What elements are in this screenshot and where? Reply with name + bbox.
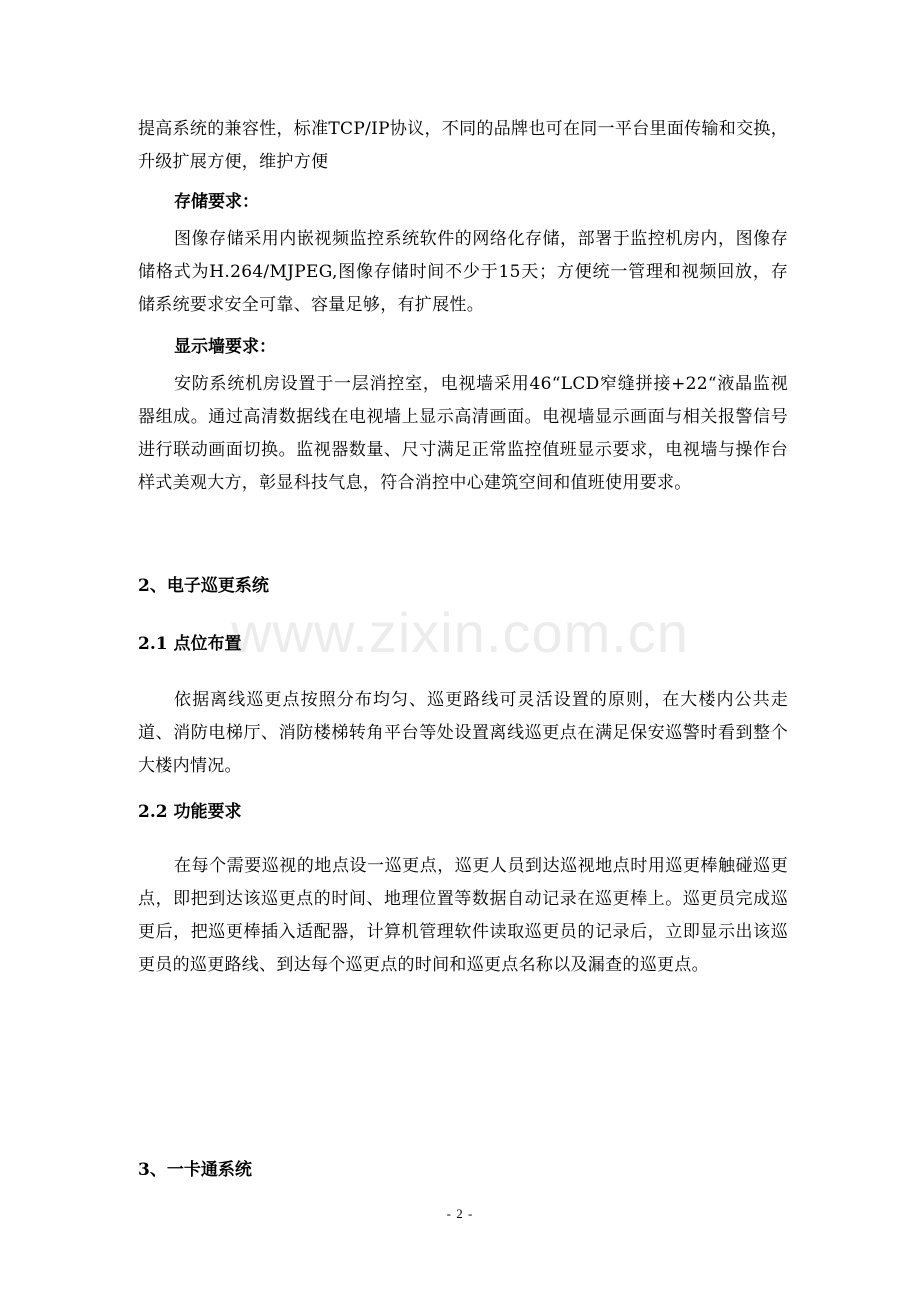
storage-requirements-heading: 存储要求：	[174, 192, 259, 212]
paragraph-display-wall: 安防系统机房设置于一层消控室，电视墙采用46“LCD窄缝拼接+22“液晶监视器组成。通过高清数据线在电视墙上显示高清画面。电视墙显示画面与相关报警信号进行联动画面切换。监视器数量、尺寸满足正常监控值班显示要求，电视墙与操作台样式美观大方，彰显科技气息，符合消控中心建筑空间和值班使用要求。	[138, 374, 788, 493]
display-wall-heading: 显示墙要求：	[174, 337, 276, 357]
watermark: www.zixin.com.cn	[231, 601, 689, 664]
paragraph-storage: 图像存储采用内嵌视频监控系统软件的网络化存储，部署于监控机房内，图像存储格式为H.264/MJPEG,图像存储时间不少于15天；方便统一管理和视频回放，存储系统要求安全可靠、容量足够，有扩展性。	[138, 229, 788, 315]
paragraph-patrol-functions: 在每个需要巡视的地点设一巡更点，巡更人员到达巡视地点时用巡更棒触碰巡更点，即把到达该巡更点的时间、地理位置等数据自动记录在巡更棒上。巡更员完成巡更后，把巡更棒插入适配器，计算机管理软件读取巡更员的记录后，立即显示出该巡更员的巡更路线、到达每个巡更点的时间和巡更点名称以及漏查的巡更点。	[138, 856, 788, 975]
section-2-1-heading: 2.1 点位布置	[138, 634, 242, 654]
section-2-heading: 2、电子巡更系统	[138, 576, 269, 596]
paragraph-patrol-points: 依据离线巡更点按照分布均匀、巡更路线可灵活设置的原则，在大楼内公共走道、消防电梯厅、消防楼梯转角平台等处设置离线巡更点在满足保安巡警时看到整个大楼内情况。	[138, 690, 788, 776]
page-number: - 2 -	[446, 1206, 474, 1221]
section-2-2-heading: 2.2 功能要求	[138, 802, 242, 822]
section-3-heading: 3、一卡通系统	[138, 1160, 252, 1180]
paragraph-compatibility: 提高系统的兼容性，标准TCP/IP协议，不同的品牌也可在同一平台里面传输和交换，升级扩展方便，维护方便	[138, 119, 788, 172]
